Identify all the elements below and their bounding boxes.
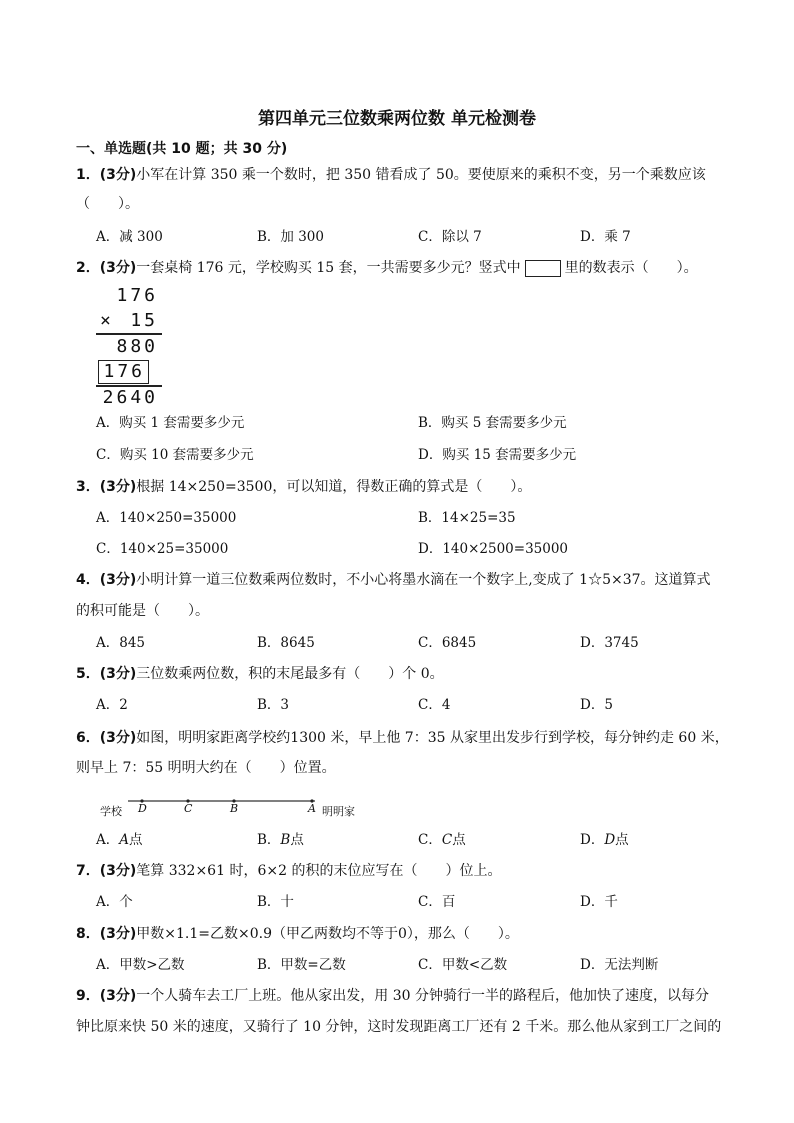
- school-label: 学校: [100, 805, 122, 818]
- option-a: A．845: [96, 635, 146, 651]
- option-d: [580, 831, 629, 849]
- question-4-line2: 的积可能是（ ）。: [76, 603, 209, 619]
- option-d: D．千: [580, 894, 618, 910]
- option-a: A．个: [96, 894, 133, 910]
- option-c: C．4: [418, 697, 451, 713]
- blank-box: [525, 260, 561, 277]
- question-text: 一套桌椅 176 元，学校购买 15 套，一共需要多少元？竖式中: [136, 260, 521, 276]
- option-b: B．甲数=乙数: [257, 957, 346, 973]
- multiply-sign: ×: [100, 310, 111, 331]
- option-a: A．减 300: [96, 229, 163, 245]
- point-d-label: D: [138, 802, 147, 815]
- point-c-label: C: [184, 802, 193, 815]
- divider-line: [96, 333, 162, 335]
- question-number: 4．(3分): [76, 572, 137, 588]
- option-c: C．百: [418, 894, 456, 910]
- distance-figure: [100, 796, 370, 822]
- option-point: A: [119, 832, 129, 848]
- question-2: [76, 259, 698, 277]
- home-label: 明明家: [322, 805, 355, 818]
- option-point: B: [280, 832, 291, 848]
- question-text: 小军在计算 350 乘一个数时，把 350 错看成了 50。要使原来的乘积不变，另一个乘数应该: [136, 167, 706, 183]
- question-number: 1．(3分): [76, 167, 137, 183]
- partial-product-1: 880: [116, 336, 158, 357]
- option-c: C．除以 7: [418, 229, 482, 245]
- option-letter: A．: [96, 832, 120, 848]
- question-5: [76, 665, 444, 683]
- option-d: D．购买 15 套需要多少元: [418, 447, 577, 463]
- question-text-after: 里的数表示（ ）。: [564, 260, 698, 276]
- question-text: 小明计算一道三位数乘两位数时，不小心将墨水滴在一个数字上,变成了 1☆5×37。这道算式: [136, 572, 711, 588]
- question-number: 3．(3分): [76, 479, 137, 495]
- question-text: 一个人骑车去工厂上班。他从家出发，用 30 分钟骑行一半的路程后，他加快了速度，以每分: [136, 988, 709, 1004]
- question-6-line2: 则早上 7：55 明明大约在（ ）位置。: [76, 760, 336, 776]
- question-9-line2: 钟比原来快 50 米的速度，又骑行了 10 分钟，这时发现距离工厂还有 2 千米。那么他从家到工厂之间的: [76, 1019, 722, 1035]
- option-c: [418, 831, 466, 849]
- question-1: [76, 166, 706, 184]
- product: 2640: [102, 387, 158, 408]
- page-title: 第四单元三位数乘两位数 单元检测卷: [258, 109, 536, 129]
- section-heading: 一、单选题(共 10 题；共 30 分): [76, 141, 288, 157]
- question-3: [76, 478, 531, 496]
- question-number: 2．(3分): [76, 260, 137, 276]
- multiplier: 15: [130, 310, 158, 331]
- option-suffix: 点: [290, 832, 304, 848]
- question-text: 笔算 332×61 时，6×2 的积的末位应写在（ ）位上。: [136, 863, 502, 879]
- question-text: 根据 14×250=3500，可以知道，得数正确的算式是（ ）。: [136, 479, 532, 495]
- point-b-label: B: [230, 802, 239, 815]
- option-d: D．3745: [580, 635, 639, 651]
- option-suffix: 点: [129, 832, 143, 848]
- option-d: D．无法判断: [580, 957, 659, 973]
- option-c: C．140×25=35000: [96, 541, 229, 557]
- option-a: A．甲数>乙数: [96, 957, 185, 973]
- option-letter: B．: [257, 832, 281, 848]
- option-letter: C．: [418, 832, 442, 848]
- option-d: D．乘 7: [580, 229, 631, 245]
- point-a-label: A: [308, 802, 316, 815]
- question-number: 8．(3分): [76, 926, 137, 942]
- option-b: B．十: [257, 894, 294, 910]
- option-b: B．14×25=35: [418, 510, 516, 526]
- option-suffix: 点: [615, 832, 629, 848]
- question-6: [76, 729, 729, 747]
- question-4: [76, 571, 711, 589]
- partial-product-2: 176: [103, 361, 145, 382]
- question-7: [76, 862, 501, 880]
- option-suffix: 点: [452, 832, 466, 848]
- option-d: D．140×2500=35000: [418, 541, 569, 557]
- option-point: C: [441, 832, 453, 848]
- question-8: [76, 925, 519, 943]
- question-text: 三位数乘两位数，积的末尾最多有（ ）个 0。: [136, 666, 444, 682]
- option-a: A．2: [96, 697, 128, 713]
- option-a: [96, 831, 143, 849]
- option-point: D: [604, 832, 616, 848]
- option-b: [257, 831, 304, 849]
- option-b: B．加 300: [257, 229, 324, 245]
- question-text: 如图，明明家距离学校约1300 米，早上他 7：35 从家里出发步行到学校，每分钟约走 60 米，: [136, 730, 729, 746]
- option-b: B．购买 5 套需要多少元: [418, 415, 567, 431]
- question-number: 7．(3分): [76, 863, 137, 879]
- question-9: [76, 987, 709, 1005]
- multiplicand: 176: [116, 285, 158, 306]
- question-number: 6．(3分): [76, 730, 137, 746]
- question-number: 5．(3分): [76, 666, 137, 682]
- option-a: A．140×250=35000: [96, 510, 237, 526]
- question-1-line2: （ ）。: [76, 196, 139, 212]
- option-b: B．3: [257, 697, 290, 713]
- option-d: D．5: [580, 697, 613, 713]
- option-a: A．购买 1 套需要多少元: [96, 415, 245, 431]
- option-c: C．6845: [418, 635, 477, 651]
- option-c: C．甲数<乙数: [418, 957, 508, 973]
- option-c: C．购买 10 套需要多少元: [96, 447, 254, 463]
- question-text: 甲数×1.1=乙数×0.9（甲乙两数均不等于0），那么（ ）。: [136, 926, 519, 942]
- option-b: B．8645: [257, 635, 315, 651]
- question-number: 9．(3分): [76, 988, 137, 1004]
- option-letter: D．: [580, 832, 605, 848]
